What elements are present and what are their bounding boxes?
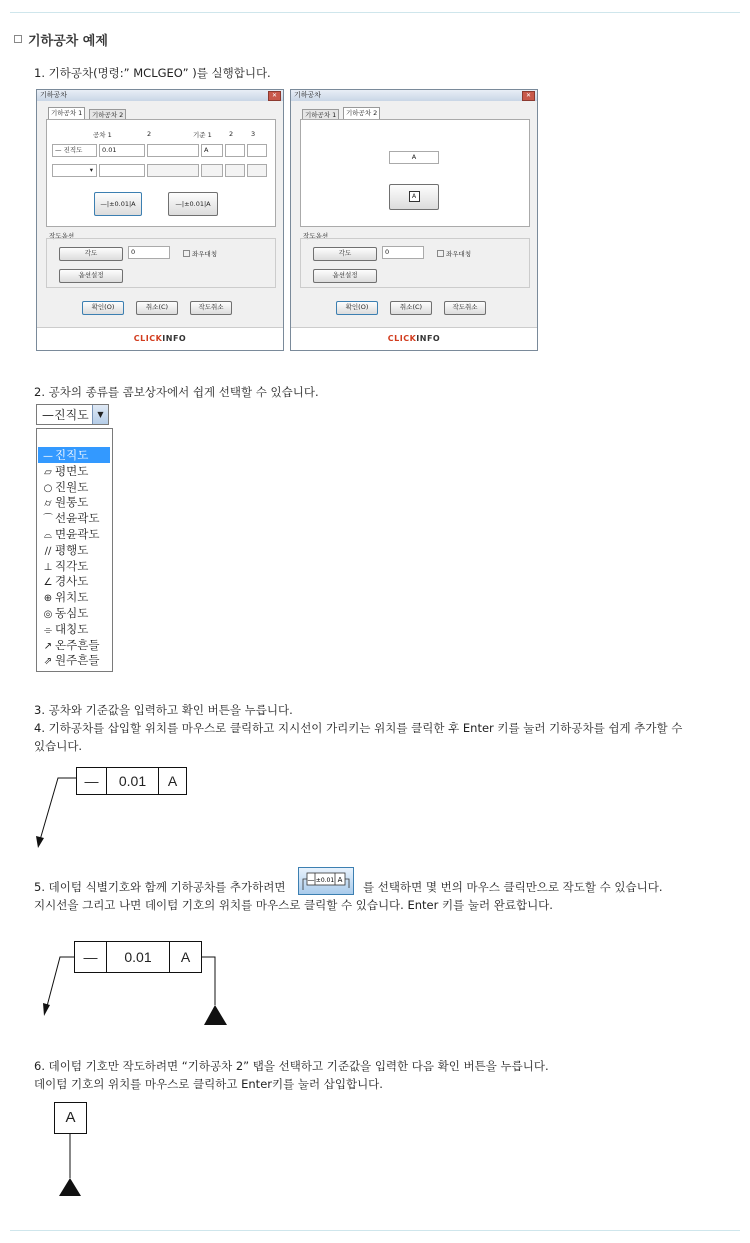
tab-geo2-2[interactable]: 기하공차 2 xyxy=(343,107,380,120)
bottom-divider xyxy=(10,1230,740,1231)
tolerance-type-label: 진직도 xyxy=(55,448,89,462)
tolerance-symbol-icon: ∠ xyxy=(43,577,53,589)
clickinfo-logo-2 xyxy=(291,327,537,350)
tolerance-type-option[interactable] xyxy=(38,526,110,542)
cancel-button-2[interactable]: 취소(C) xyxy=(390,301,432,315)
tolerance-type-option[interactable] xyxy=(38,558,110,574)
ref3-input-2 xyxy=(247,164,267,177)
option-button-2[interactable]: 옵션설정 xyxy=(313,269,377,283)
tolerance-symbol-icon: — xyxy=(43,451,53,462)
close-icon[interactable]: ✕ xyxy=(522,91,535,101)
clickinfo-logo xyxy=(37,327,283,350)
section-title xyxy=(14,30,108,49)
col-tol1: 공차 1 xyxy=(93,131,112,139)
mirror-checkbox-2[interactable] xyxy=(437,249,471,258)
mirror-label-2: 좌우대칭 xyxy=(446,250,472,258)
tolerance-panel xyxy=(46,119,276,227)
tolerance-symbol-icon: ○ xyxy=(43,482,53,494)
tolerance-type-list xyxy=(36,428,113,672)
step-5a-post: 를 선택하면 몇 번의 마우스 클릭만으로 작도할 수 있습니다. xyxy=(363,880,663,894)
undo-button-2[interactable]: 작도취소 xyxy=(444,301,486,315)
col-ref3: 3 xyxy=(251,130,256,138)
fcf2-tolerance: 0.01 xyxy=(107,942,170,972)
step-4a: 4. 기하공차를 삽입할 위치를 마우스로 클릭하고 지시선이 가리키는 위치를 클릭한 후 Enter 키를 눌러 기하공차를 쉽게 추가할 수 xyxy=(34,721,683,735)
fcf-preview-button-2[interactable]: —|±0.01|A xyxy=(168,192,218,216)
bullet-icon xyxy=(14,35,22,43)
fcf1-symbol: — xyxy=(77,768,107,794)
type-select-1[interactable]: — 진직도 xyxy=(52,144,97,157)
ref2-input[interactable] xyxy=(225,144,245,157)
step-1: 1. 기하공차(명령:” MCLGEO” )를 실행합니다. xyxy=(34,66,271,80)
datum-triangle xyxy=(56,1133,86,1198)
step-3: 3. 공차와 기준값을 입력하고 확인 버튼을 누릅니다. xyxy=(34,703,293,717)
svg-text:A: A xyxy=(337,876,343,884)
tolerance-type-label: 경사도 xyxy=(55,574,89,589)
tolerance-type-label: 직각도 xyxy=(55,558,89,573)
svg-text:±0.01: ±0.01 xyxy=(315,877,335,884)
step-2: 2. 공차의 종류를 콤보상자에서 쉽게 선택할 수 있습니다. xyxy=(34,385,319,399)
angle-button[interactable]: 각도 xyxy=(59,247,123,261)
tol1-input[interactable]: 0.01 xyxy=(99,144,145,157)
logo-part-a-2: CLICK xyxy=(387,334,417,343)
draw-options-group-2 xyxy=(300,238,530,288)
tolerance-type-label: 원주흔들 xyxy=(55,653,100,668)
tolerance-symbol-icon: ⌓ xyxy=(44,530,52,541)
tolerance-symbol-icon: ◎ xyxy=(43,609,53,620)
tolerance-type-label: 진원도 xyxy=(55,479,89,494)
dialog-tab1 xyxy=(36,89,284,351)
chevron-down-icon[interactable]: ▼ xyxy=(92,405,108,424)
tolerance-symbol-icon: ⊥ xyxy=(43,561,53,573)
type-select-2[interactable] xyxy=(52,164,97,177)
datum-panel xyxy=(300,119,530,227)
chevron-down-icon: ▾ xyxy=(89,166,93,174)
dialog-title: 기하공차 xyxy=(40,91,68,99)
group-label-2: 작도옵션 xyxy=(303,232,329,240)
fcf-datum-button-inline xyxy=(298,867,354,895)
tab-geo1[interactable]: 기하공차 1 xyxy=(48,107,85,120)
tol1-input-2[interactable] xyxy=(99,164,145,177)
col-ref2: 2 xyxy=(229,130,234,138)
section-title-text: 기하공차 예제 xyxy=(28,34,108,49)
datum-ref-input[interactable]: A xyxy=(389,151,439,164)
tol2-input-2 xyxy=(147,164,199,177)
dialog-title-2: 기하공차 xyxy=(294,91,322,99)
tolerance-type-label: 평행도 xyxy=(55,542,89,557)
tolerance-symbol-icon: ⊕ xyxy=(43,593,53,605)
step-6a: 6. 데이텀 기호만 작도하려면 “기하공차 2” 탭을 선택하고 기준값을 입력한 다음 확인 버튼을 누릅니다. xyxy=(34,1059,549,1073)
col-tol2: 2 xyxy=(147,130,152,138)
tolerance-type-label: 위치도 xyxy=(55,590,89,605)
dialog-tab2 xyxy=(290,89,538,351)
datum-preview-label: A xyxy=(409,191,420,202)
tolerance-type-label: 원통도 xyxy=(55,495,89,510)
angle-button-2[interactable]: 각도 xyxy=(313,247,377,261)
tolerance-type-option[interactable] xyxy=(38,463,110,479)
tolerance-type-option[interactable] xyxy=(38,605,110,621)
tolerance-symbol-icon: ⇗ xyxy=(43,656,53,668)
logo-part-b: INFO xyxy=(162,334,187,343)
feature-control-frame-1 xyxy=(76,767,187,795)
tab-geo2[interactable]: 기하공차 2 xyxy=(89,109,126,120)
ref1-input[interactable]: A xyxy=(201,144,223,157)
tolerance-type-option[interactable] xyxy=(38,479,110,495)
svg-text:—: — xyxy=(307,876,315,884)
fcf1-datum: A xyxy=(167,773,178,789)
col-ref1: 기준 1 xyxy=(193,131,212,139)
tolerance-type-option[interactable] xyxy=(38,589,110,605)
ok-button[interactable]: 확인(O) xyxy=(82,301,124,315)
ref2-input-2 xyxy=(225,164,245,177)
step-6b: 데이텀 기호의 위치를 마우스로 클릭하고 Enter키를 눌러 삽입합니다. xyxy=(34,1077,383,1091)
tolerance-type-label: 선윤곽도 xyxy=(55,511,100,526)
logo-part-b-2: INFO xyxy=(416,334,441,343)
tolerance-type-option[interactable] xyxy=(38,510,110,526)
tolerance-type-option[interactable] xyxy=(38,447,110,463)
dialog-titlebar-2 xyxy=(291,90,537,101)
tolerance-symbol-icon: ⌭ xyxy=(44,498,52,510)
step-4b: 있습니다. xyxy=(34,739,83,753)
logo-part-a: CLICK xyxy=(133,334,163,343)
step-5b: 지시선을 그리고 나면 데이텀 기호의 위치를 마우스로 클릭할 수 있습니다. Enter 키를 눌러 완료합니다. xyxy=(34,898,553,912)
tolerance-type-option[interactable] xyxy=(38,652,110,668)
tolerance-type-label: 동심도 xyxy=(55,606,89,620)
ref3-input[interactable] xyxy=(247,144,267,157)
tolerance-type-option[interactable] xyxy=(38,494,110,510)
tolerance-symbol-icon: ▱ xyxy=(44,466,52,478)
option-button[interactable]: 옵션설정 xyxy=(59,269,123,283)
step-5a-pre: 5. 데이텀 식별기호와 함께 기하공차를 추가하려면 xyxy=(34,880,286,894)
angle-input-2[interactable]: 0 xyxy=(382,246,424,259)
tolerance-type-label: 면윤곽도 xyxy=(55,527,100,541)
angle-input[interactable]: 0 xyxy=(128,246,170,259)
tolerance-type-label: 대칭도 xyxy=(55,621,89,636)
tolerance-type-label: 평면도 xyxy=(55,463,89,478)
tolerance-symbol-icon: ⌒ xyxy=(43,514,53,526)
tab-geo1-2[interactable]: 기하공차 1 xyxy=(302,109,339,120)
tolerance-type-option[interactable] xyxy=(38,573,110,589)
close-icon[interactable]: ✕ xyxy=(268,91,281,101)
tolerance-type-option[interactable] xyxy=(38,637,110,653)
fcf2-datum: A xyxy=(180,949,191,965)
tolerance-type-label: 온주흔들 xyxy=(55,637,100,652)
combo-selected: —진직도 xyxy=(42,408,89,422)
fcf1-tolerance: 0.01 xyxy=(107,768,159,794)
tolerance-type-combo[interactable] xyxy=(36,404,109,425)
tolerance-type-option[interactable] xyxy=(38,542,110,558)
tolerance-symbol-icon: ∕∕ xyxy=(44,545,52,557)
tolerance-type-option[interactable] xyxy=(38,621,110,637)
undo-button[interactable]: 작도취소 xyxy=(190,301,232,315)
group-label: 작도옵션 xyxy=(49,232,75,240)
fcf2-symbol: — xyxy=(75,942,107,972)
tolerance-symbol-icon: ↗ xyxy=(43,640,53,652)
tol2-input[interactable] xyxy=(147,144,199,157)
datum-symbol-box: A xyxy=(54,1102,87,1134)
feature-control-frame-2 xyxy=(74,941,202,973)
fcf-preview-button-1[interactable]: —|±0.01|A xyxy=(94,192,142,216)
draw-options-group xyxy=(46,238,276,288)
mirror-checkbox[interactable] xyxy=(183,249,217,258)
tolerance-symbol-icon: ⌯ xyxy=(44,624,52,636)
dialog-titlebar xyxy=(37,90,283,101)
datum-preview-button[interactable] xyxy=(389,184,439,210)
ref1-input-2 xyxy=(201,164,223,177)
mirror-label: 좌우대칭 xyxy=(192,250,218,258)
ok-button-2[interactable]: 확인(O) xyxy=(336,301,378,315)
cancel-button[interactable]: 취소(C) xyxy=(136,301,178,315)
top-divider xyxy=(10,12,740,13)
